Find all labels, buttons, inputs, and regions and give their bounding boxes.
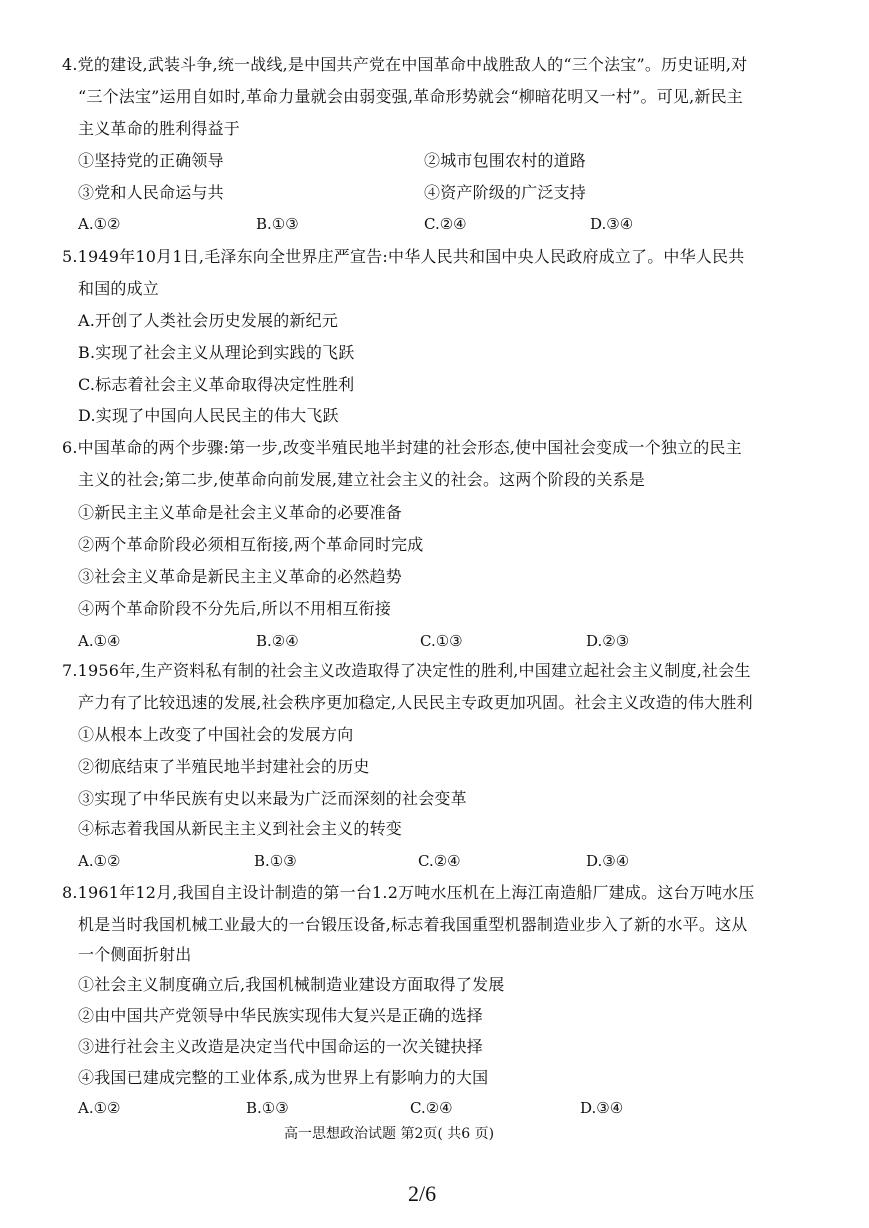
q6-choice-b[interactable]: B.②④ <box>256 632 299 650</box>
q8-item-4: ④我国已建成完整的工业体系,成为世界上有影响力的大国 <box>78 1068 489 1087</box>
q8-choice-c[interactable]: C.②④ <box>410 1099 453 1117</box>
q8-stem-line-3: 一个侧面折射出 <box>78 945 192 964</box>
q4-stem-line-1: 4.党的建设,武装斗争,统一战线,是中国共产党在中国革命中战胜敌人的“三个法宝”。历史证明,对 <box>62 55 748 74</box>
q5-choice-c[interactable]: C.标志着社会主义革命取得决定性胜利 <box>78 375 355 394</box>
page-footer: 高一思想政治试题 第2页( 共6 页) <box>284 1126 495 1142</box>
q8-stem-line-1: 8.1961年12月,我国自主设计制造的第一台1.2万吨水压机在上海江南造船厂建成。这台万吨水压 <box>62 883 755 902</box>
page-number: 2/6 <box>408 1181 437 1206</box>
q4-choice-b[interactable]: B.①③ <box>256 215 299 233</box>
q7-item-2: ②彻底结束了半殖民地半封建社会的历史 <box>78 757 370 776</box>
q7-choice-a[interactable]: A.①② <box>78 852 121 870</box>
q7-stem-line-2: 产力有了比较迅速的发展,社会秩序更加稳定,人民民主专政更加巩固。社会主义改造的伟大胜利 <box>78 693 753 712</box>
q7-item-4: ④标志着我国从新民主主义到社会主义的转变 <box>78 819 403 838</box>
q6-item-4: ④两个革命阶段不分先后,所以不用相互衔接 <box>78 599 392 618</box>
q4-item-3: ③党和人民命运与共 <box>78 183 224 202</box>
q6-stem-line-2: 主义的社会;第二步,使革命向前发展,建立社会主义的社会。这两个阶段的关系是 <box>78 470 645 489</box>
q4-item-4: ④资产阶级的广泛支持 <box>424 183 587 202</box>
q8-stem-line-2: 机是当时我国机械工业最大的一台锻压设备,标志着我国重型机器制造业步入了新的水平。这从 <box>78 915 748 934</box>
q7-item-3: ③实现了中华民族有史以来最为广泛而深刻的社会变革 <box>78 789 467 808</box>
q6-choice-a[interactable]: A.①④ <box>78 632 121 650</box>
q8-choice-a[interactable]: A.①② <box>78 1099 121 1117</box>
q6-choice-c[interactable]: C.①③ <box>420 632 463 650</box>
q4-choice-a[interactable]: A.①② <box>78 215 121 233</box>
q6-item-1: ①新民主主义革命是社会主义革命的必要准备 <box>78 503 403 522</box>
q5-choice-a[interactable]: A.开创了人类社会历史发展的新纪元 <box>78 311 339 330</box>
q4-stem-line-2: “三个法宝”运用自如时,革命力量就会由弱变强,革命形势就会“柳暗花明又一村”。可见,新民主 <box>78 87 743 106</box>
q4-choice-c[interactable]: C.②④ <box>424 215 467 233</box>
q6-item-2: ②两个革命阶段必须相互衔接,两个革命同时完成 <box>78 535 424 554</box>
q6-stem-line-1: 6.中国革命的两个步骤:第一步,改变半殖民地半封建的社会形态,使中国社会变成一个独立的民主 <box>62 438 742 457</box>
q4-choice-d[interactable]: D.③④ <box>590 215 634 233</box>
q5-stem-line-1: 5.1949年10月1日,毛泽东向全世界庄严宣告:中华人民共和国中央人民政府成立了。中华人民共 <box>62 247 745 266</box>
q7-choice-c[interactable]: C.②④ <box>418 852 461 870</box>
q5-choice-d[interactable]: D.实现了中国向人民民主的伟大飞跃 <box>78 406 339 425</box>
q7-choice-d[interactable]: D.③④ <box>586 852 630 870</box>
q4-item-1: ①坚持党的正确领导 <box>78 151 224 170</box>
q8-choice-d[interactable]: D.③④ <box>580 1099 624 1117</box>
q7-item-1: ①从根本上改变了中国社会的发展方向 <box>78 725 354 744</box>
q6-choice-d[interactable]: D.②③ <box>586 632 630 650</box>
q8-item-1: ①社会主义制度确立后,我国机械制造业建设方面取得了发展 <box>78 975 505 994</box>
q7-choice-b[interactable]: B.①③ <box>254 852 297 870</box>
q8-item-3: ③进行社会主义改造是决定当代中国命运的一次关键抉择 <box>78 1037 484 1056</box>
q7-stem-line-1: 7.1956年,生产资料私有制的社会主义改造取得了决定性的胜利,中国建立起社会主义制度,社会生 <box>62 661 751 680</box>
q4-stem-line-3: 主义革命的胜利得益于 <box>78 119 241 138</box>
q4-item-2: ②城市包围农村的道路 <box>424 151 587 170</box>
q6-item-3: ③社会主义革命是新民主主义革命的必然趋势 <box>78 567 403 586</box>
q8-item-2: ②由中国共产党领导中华民族实现伟大复兴是正确的选择 <box>78 1006 484 1025</box>
q5-stem-line-2: 和国的成立 <box>78 279 160 298</box>
q5-choice-b[interactable]: B.实现了社会主义从理论到实践的飞跃 <box>78 343 355 362</box>
q8-choice-b[interactable]: B.①③ <box>246 1099 289 1117</box>
